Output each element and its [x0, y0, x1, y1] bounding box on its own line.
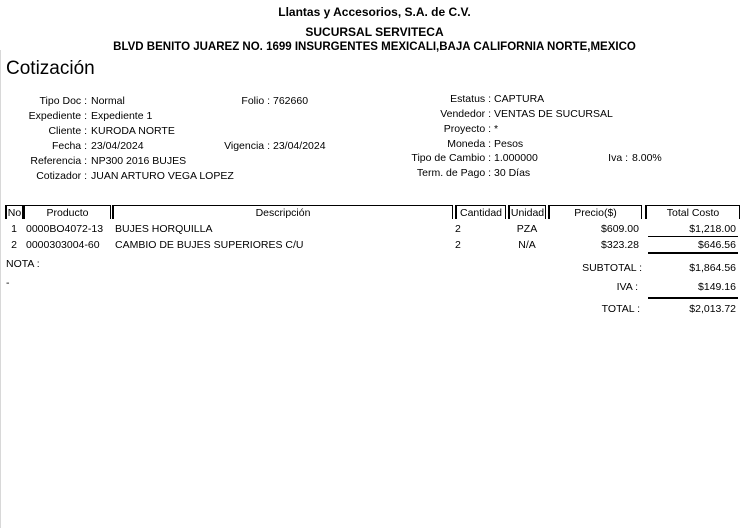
company-name: Llantas y Accesorios, S.A. de C.V.	[278, 5, 471, 19]
iva-total-label: IVA :	[616, 281, 638, 293]
proyecto-value: *	[494, 123, 499, 135]
table-row-2-cantidad: 2	[455, 239, 461, 251]
table-row-2-total: $646.56	[698, 239, 736, 251]
table-row-2-descripcion: CAMBIO DE BUJES SUPERIORES C/U	[115, 239, 304, 251]
term-pago-label: Term. de Pago :	[416, 167, 491, 179]
col-header-unidad: Unidad	[508, 205, 546, 219]
referencia-value: NP300 2016 BUJES	[91, 155, 187, 167]
cotizador-value: JUAN ARTURO VEGA LOPEZ	[91, 170, 234, 182]
moneda-value: Pesos	[494, 138, 524, 150]
folio-value: 762660	[273, 95, 309, 107]
expediente-value: Expediente 1	[91, 110, 153, 122]
total-row-1-underline	[648, 236, 738, 237]
subtotal-value: $1,864.56	[689, 262, 736, 274]
vendedor-label: Vendedor :	[440, 108, 491, 120]
col-header-descripcion: Descripción	[112, 205, 453, 219]
tipo-doc-value: Normal	[91, 95, 125, 107]
company-address: BLVD BENITO JUAREZ NO. 1699 INSURGENTES MEXICALI,BAJA CALIFORNIA NORTE,MEXICO	[113, 41, 636, 53]
cliente-label: Cliente :	[48, 125, 87, 137]
col-header-precio: Precio($)	[548, 205, 642, 219]
table-row-2-no: 2	[11, 239, 17, 251]
table-row-1-producto: 0000BO4072-13	[26, 223, 104, 235]
col-header-producto: Producto	[23, 205, 111, 219]
total-label: TOTAL :	[601, 303, 640, 315]
referencia-label: Referencia :	[30, 155, 87, 167]
subtotal-label: SUBTOTAL :	[582, 262, 642, 274]
tipo-cambio-label: Tipo de Cambio :	[411, 152, 491, 164]
nota-value: -	[6, 277, 10, 289]
table-row-1-total: $1,218.00	[689, 223, 736, 235]
table-row-2-producto: 0000303004-60	[26, 239, 100, 251]
iva-total-value: $149.16	[698, 281, 736, 293]
table-row-1-cantidad: 2	[455, 223, 461, 235]
col-header-no: No	[5, 205, 23, 219]
estatus-label: Estatus :	[450, 93, 491, 105]
vigencia-value: 23/04/2024	[273, 140, 326, 152]
fecha-value: 23/04/2024	[91, 140, 144, 152]
document-title: Cotización	[6, 58, 95, 79]
table-row-1-no: 1	[11, 223, 17, 235]
cotizador-label: Cotizador :	[36, 170, 87, 182]
moneda-label: Moneda :	[447, 138, 491, 150]
tipo-doc-label: Tipo Doc :	[39, 95, 87, 107]
estatus-value: CAPTURA	[494, 93, 545, 105]
col-header-cantidad: Cantidad	[455, 205, 506, 219]
subtotal-rule	[648, 252, 738, 254]
table-row-2-unidad: N/A	[518, 239, 536, 251]
fecha-label: Fecha :	[51, 140, 87, 152]
col-header-total: Total Costo	[645, 205, 740, 219]
term-pago-value: 30 Días	[494, 167, 531, 179]
cliente-value: KURODA NORTE	[91, 125, 175, 137]
table-row-1-precio: $609.00	[601, 223, 639, 235]
total-value: $2,013.72	[689, 303, 736, 315]
branch-name: SUCURSAL SERVITECA	[305, 25, 444, 39]
table-row-1-descripcion: BUJES HORQUILLA	[115, 223, 213, 235]
table-row-1-unidad: PZA	[516, 223, 538, 235]
iva-rate-label: Iva :	[608, 152, 628, 164]
total-rule	[648, 297, 738, 299]
tipo-cambio-value: 1.000000	[494, 152, 538, 164]
vendedor-value: VENTAS DE SUCURSAL	[494, 108, 613, 120]
folio-label: Folio :	[241, 95, 270, 107]
iva-rate-value: 8.00%	[632, 152, 662, 164]
proyecto-label: Proyecto :	[443, 123, 491, 135]
expediente-label: Expediente :	[28, 110, 87, 122]
nota-label: NOTA :	[6, 258, 40, 270]
vigencia-label: Vigencia :	[224, 140, 270, 152]
table-row-2-precio: $323.28	[601, 239, 639, 251]
